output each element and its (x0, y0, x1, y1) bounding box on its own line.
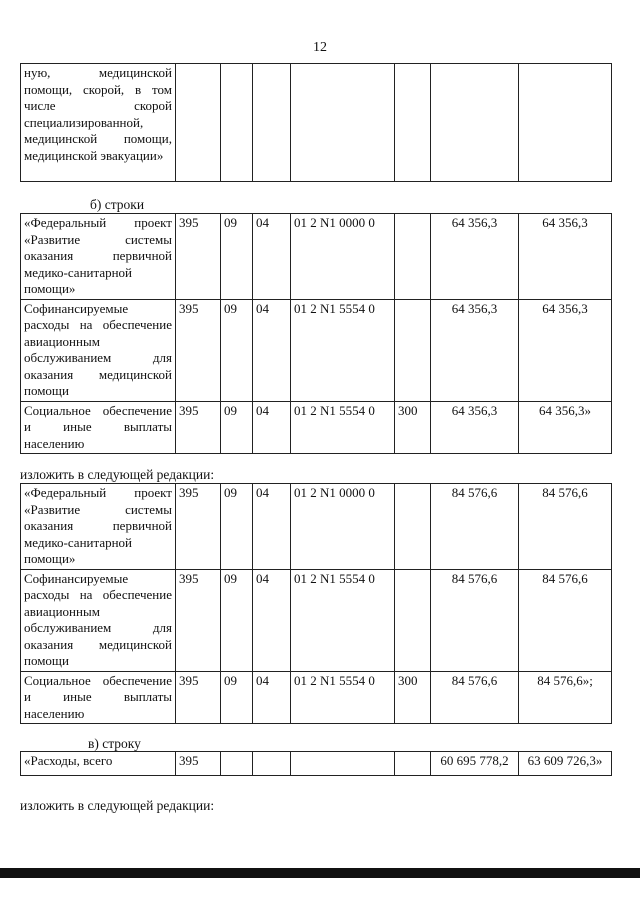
ministry-code-cell: 395 (176, 484, 221, 570)
amount-year1-cell: 84 576,6 (431, 671, 519, 724)
table-row (21, 752, 612, 776)
section-code-cell: 09 (221, 569, 253, 671)
expense-type-cell (395, 752, 431, 776)
section-c-new-caption: изложить в следующей редакции: (20, 798, 215, 813)
scan-bottom-edge (0, 868, 640, 878)
table-row (21, 64, 612, 182)
item-name-cell: «Расходы, всего (21, 752, 176, 776)
section-code-cell: 09 (221, 484, 253, 570)
ministry-code-cell (176, 64, 221, 182)
expense-type-cell (395, 214, 431, 300)
target-article-cell: 01 2 N1 5554 0 (291, 671, 395, 724)
budget-table-b-old (20, 213, 612, 454)
amount-year1-cell: 64 356,3 (431, 214, 519, 300)
target-article-cell: 01 2 N1 5554 0 (291, 569, 395, 671)
target-article-cell: 01 2 N1 0000 0 (291, 484, 395, 570)
expense-type-cell: 300 (395, 401, 431, 454)
subsection-code-cell: 04 (253, 401, 291, 454)
item-name-cell: ную, медицинской помощи, скорой, в том числе скорой специализированной, медицинской помощи, медицинской эвакуации» (21, 64, 176, 182)
section-code-cell: 09 (221, 671, 253, 724)
expense-type-cell (395, 64, 431, 182)
ministry-code-cell: 395 (176, 299, 221, 401)
ministry-code-cell: 395 (176, 401, 221, 454)
subsection-code-cell: 04 (253, 299, 291, 401)
target-article-cell: 01 2 N1 5554 0 (291, 401, 395, 454)
subsection-code-cell: 04 (253, 484, 291, 570)
ministry-code-cell: 395 (176, 214, 221, 300)
item-name-cell: «Федеральный проект «Развитие системы оказания первичной медико-санитарной помощи» (21, 214, 176, 300)
amount-year2-cell: 64 356,3» (519, 401, 612, 454)
expense-type-cell (395, 484, 431, 570)
subsection-code-cell: 04 (253, 671, 291, 724)
amount-year2-cell: 64 356,3 (519, 214, 612, 300)
table-row (21, 484, 612, 570)
amount-year1-cell: 60 695 778,2 (431, 752, 519, 776)
section-c-caption: в) строку (88, 736, 141, 751)
subsection-code-cell: 04 (253, 569, 291, 671)
table-row (21, 569, 612, 671)
amount-year1-cell: 64 356,3 (431, 401, 519, 454)
section-code-cell (221, 64, 253, 182)
expense-type-cell (395, 299, 431, 401)
item-name-cell: Социальное обеспечение и иные выплаты населению (21, 671, 176, 724)
amount-year2-cell: 84 576,6 (519, 484, 612, 570)
table-row (21, 299, 612, 401)
budget-table-c-old (20, 751, 612, 776)
section-b-caption: б) строки (90, 197, 145, 212)
amount-year1-cell (431, 64, 519, 182)
ministry-code-cell: 395 (176, 752, 221, 776)
subsection-code-cell (253, 752, 291, 776)
target-article-cell: 01 2 N1 5554 0 (291, 299, 395, 401)
budget-table-b-new (20, 483, 612, 724)
section-code-cell: 09 (221, 299, 253, 401)
table-row (21, 671, 612, 724)
subsection-code-cell: 04 (253, 214, 291, 300)
ministry-code-cell: 395 (176, 671, 221, 724)
amount-year2-cell: 84 576,6»; (519, 671, 612, 724)
target-article-cell (291, 64, 395, 182)
item-name-cell: Софинансируемые расходы на обеспечение авиационным обслуживанием для оказания медицинской помощи (21, 569, 176, 671)
page-number: 12 (313, 40, 327, 55)
section-code-cell (221, 752, 253, 776)
expense-type-cell: 300 (395, 671, 431, 724)
amount-year2-cell: 64 356,3 (519, 299, 612, 401)
section-code-cell: 09 (221, 401, 253, 454)
amount-year1-cell: 84 576,6 (431, 569, 519, 671)
section-code-cell: 09 (221, 214, 253, 300)
table-row (21, 401, 612, 454)
target-article-cell (291, 752, 395, 776)
amount-year2-cell: 63 609 726,3» (519, 752, 612, 776)
budget-table-continuation (20, 63, 612, 182)
amount-year2-cell: 84 576,6 (519, 569, 612, 671)
subsection-code-cell (253, 64, 291, 182)
amount-year1-cell: 84 576,6 (431, 484, 519, 570)
expense-type-cell (395, 569, 431, 671)
item-name-cell: «Федеральный проект «Развитие системы оказания первичной медико-санитарной помощи» (21, 484, 176, 570)
section-b-new-caption: изложить в следующей редакции: (20, 467, 215, 482)
amount-year1-cell: 64 356,3 (431, 299, 519, 401)
ministry-code-cell: 395 (176, 569, 221, 671)
item-name-cell: Софинансируемые расходы на обеспечение авиационным обслуживанием для оказания медицинской помощи (21, 299, 176, 401)
table-row (21, 214, 612, 300)
amount-year2-cell (519, 64, 612, 182)
item-name-cell: Социальное обеспечение и иные выплаты населению (21, 401, 176, 454)
target-article-cell: 01 2 N1 0000 0 (291, 214, 395, 300)
